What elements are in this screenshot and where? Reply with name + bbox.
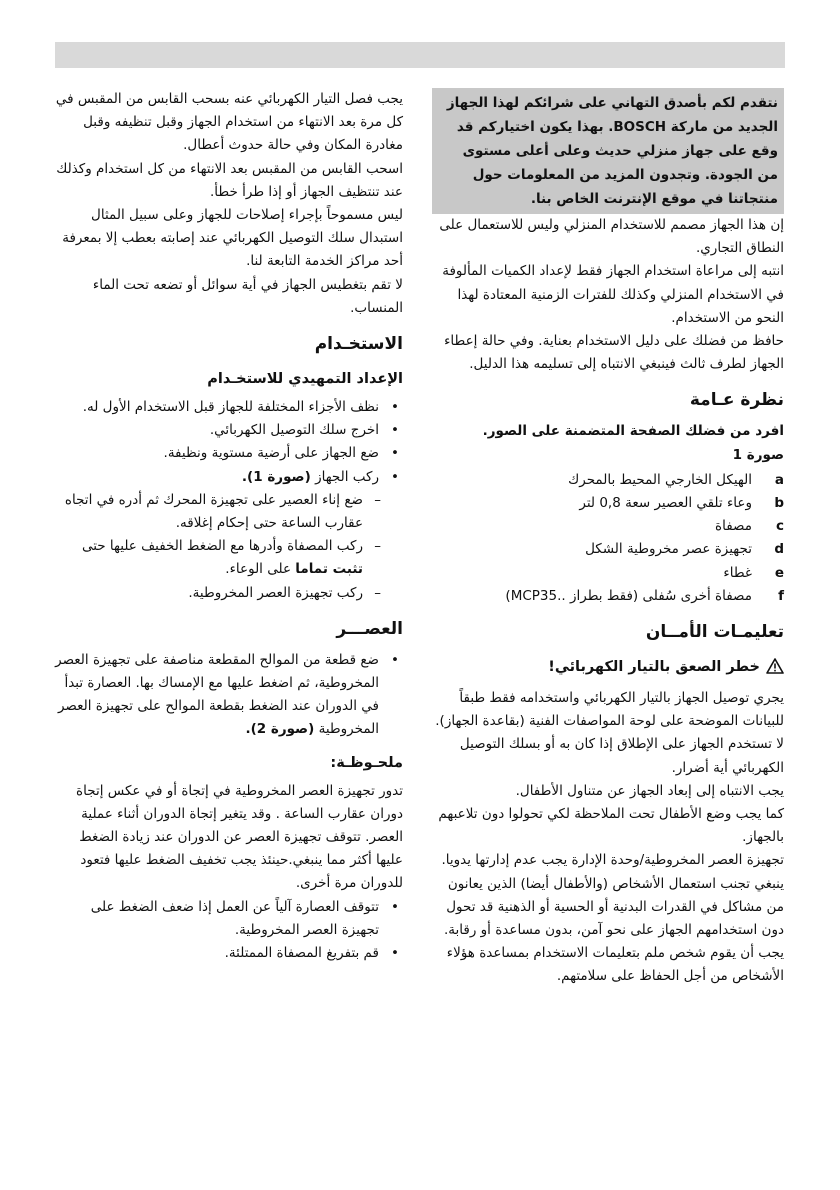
intro-paragraph: حافظ من فضلك على دليل الاستخدام بعناية. وفي حالة إعطاء الجهاز لطرف ثالث فينبغي الانتباه إلى تسليمه هذا الدليل. xyxy=(444,333,784,373)
intro-paragraph: إن هذا الجهاز مصمم للاستخدام المنزلي وليس للاستعمال على النطاق التجاري. xyxy=(439,217,784,257)
list-item: c مصفاة xyxy=(715,518,784,535)
assemble-steps xyxy=(55,489,403,605)
list-item: b وعاء تلقي العصير سعة 0,8 لتر xyxy=(579,495,784,512)
safety-paragraph: ليس مسموحاً بإجراء إصلاحات للجهاز وعلى سبيل المثال استبدال سلك التوصيل الكهربائي عند إصابته بعطب إلا بمعرفة أحد مراكز الخدمة التابعة لنا. xyxy=(62,207,403,270)
note-paragraph: عليها أكثر مما ينبغي.حينئذ يجب تخفيف الضغط عليها فتعود للدوران مرة أخرى. xyxy=(80,852,403,892)
list-item: • تتوقف العصارة آلياً عن العمل إذا ضعف الضغط على تجهيزة العصر المخروطية. xyxy=(55,896,403,942)
list-item: a الهيكل الخارجي المحيط بالمحرك xyxy=(568,471,784,488)
safety-paragraph: تجهيزة العصر المخروطية/وحدة الإدارة يجب عدم إدارتها يدويا. xyxy=(441,852,784,869)
note-paragraph: تدور تجهيزة العصر المخروطية في إتجاة أو في عكس إتجاة دوران عقارب الساعة . وقد يتغير إتجاة الدوران أثناء عملية العصر. تتوقف تجهيزة العصر عن الدوران عند زيادة الضغط xyxy=(76,782,403,846)
list-item: – ركب المصفاة وأدرها مع الضغط الخفيف عليها حتى تثبت تماما على الوعاء. xyxy=(55,535,403,581)
final-list xyxy=(55,896,403,966)
list-item: • ضع قطعة من الموالح المقطعة مناصفة على تجهيزة العصر المخروطية، ثم اضغط عليها مع الإمساك بها. العصارة تبدأ في الدوران عند الضغط بقطعة الموالح على تجهيزة العصر المخروطية (صورة 2). xyxy=(55,649,403,742)
prep-heading: الإعداد التمهيدي للاستخـدام xyxy=(207,371,403,388)
figure-label: صورة 1 xyxy=(732,446,784,463)
list-item: d تجهيزة عصر مخروطية الشكل xyxy=(585,541,784,558)
right-column xyxy=(432,88,784,989)
greeting-box: نتقدم لكم بأصدق التهاني على شرائكم لهذا الجهاز الجديد من ماركة BOSCH. بهذا يكون اختياركم قد وقع على جهاز منزلي حديث وعلى أعلى مستوى من الجودة. وتجدون المزيد من المعلومات حول منتجاتنا في موقع الإنترنت الخاص بنا. xyxy=(432,88,784,214)
left-column xyxy=(55,88,403,965)
warning-triangle-icon xyxy=(766,657,784,683)
shock-warning-text: خطر الصعق بالتيار الكهربائي! xyxy=(548,659,760,676)
juicing-heading: العصـــر xyxy=(336,618,403,639)
overview-heading: نظرة عـامة xyxy=(689,390,784,411)
shock-warning-heading xyxy=(432,654,784,683)
list-item: – ضع إناء العصير على تجهيزة المحرك ثم أدره في اتجاه عقارب الساعة حتى إحكام إغلاقه. xyxy=(55,489,403,535)
list-item: • ضع الجهاز على أرضية مستوية ونظيفة. xyxy=(55,442,403,465)
safety-paragraph: كما يجب وضع الأطفال تحت الملاحظة لكي تحولوا دون تلاعبهم بالجهاز. xyxy=(438,806,784,846)
juicing-list xyxy=(55,649,403,742)
safety-paragraph: لا تستخدم الجهاز على الإطلاق إذا كان به أو بسلك التوصيل الكهربائي أية أضرار. xyxy=(459,736,784,776)
list-item: • ركب الجهاز (صورة 1). xyxy=(55,466,403,489)
list-item: e غطاء xyxy=(723,564,784,581)
prep-list xyxy=(55,396,403,489)
safety-heading: تعليمـات الأمــان xyxy=(645,622,784,643)
list-item: f مصفاة أخرى سُفلى (فقط بطراز ..MCP35) xyxy=(505,587,784,604)
list-item: • اخرج سلك التوصيل الكهربائي. xyxy=(55,419,403,442)
list-item: • قم بتفريغ المصفاة الممتلئة. xyxy=(55,942,403,965)
note-heading: ملحـوظـة: xyxy=(330,754,403,771)
header-bar xyxy=(55,42,785,68)
safety-paragraph: ينبغي تجنب استعمال الأشخاص (والأطفال أيضا) الذين يعانون من مشاكل في القدرات البدنية أو الحسية أو الذهنية قد تحول دون استخدامهم الجهاز على نحو آمن، بدون مساعدة أو رقابة. يجب أن يقوم شخص ملم بتعليمات الاستخدام بمساعدة هؤلاء الأشخاص من أجل الحفاظ على سلامتهم. xyxy=(444,875,784,985)
parts-list xyxy=(505,469,784,608)
list-item: – ركب تجهيزة العصر المخروطية. xyxy=(55,582,403,605)
safety-paragraph: يجري توصيل الجهاز بالتيار الكهربائي واستخدامه فقط طبقاً للبيانات الموضحة على لوحة المواصفات الفنية (بقاعدة الجهاز). xyxy=(435,690,784,730)
safety-paragraph: يجب الانتباه إلى إبعاد الجهاز عن متناول الأطفال. xyxy=(515,782,784,799)
overview-instruction: افرد من فضلك الصفحة المتضمنة على الصور. xyxy=(482,423,784,440)
safety-paragraph: يجب فصل التيار الكهربائي عنه بسحب القابس من المقبس في كل مرة بعد الانتهاء من استخدام الجهاز وقبل تنظيفه وقبل مغادرة المكان وفي حالة حدوث أعطال. xyxy=(55,91,403,154)
use-heading: الاستخـدام xyxy=(314,334,403,355)
safety-paragraph: لا تقم بتغطيس الجهاز في أية سوائل أو تضعه تحت الماء المنساب. xyxy=(92,276,403,316)
intro-paragraph: انتبه إلى مراعاة استخدام الجهاز فقط لإعداد الكميات المألوفة في الاستخدام المنزلي وكذلك للفترات الزمنية المعتادة لهذا النحو من الاستخدام. xyxy=(442,263,784,326)
safety-paragraph: اسحب القابس من المقبس بعد الانتهاء من كل استخدام وكذلك عند تنتظيف الجهاز أو إذا طرأ خطأ. xyxy=(56,160,403,200)
list-item: • نظف الأجزاء المختلفة للجهاز قبل الاستخدام الأول له. xyxy=(55,396,403,419)
